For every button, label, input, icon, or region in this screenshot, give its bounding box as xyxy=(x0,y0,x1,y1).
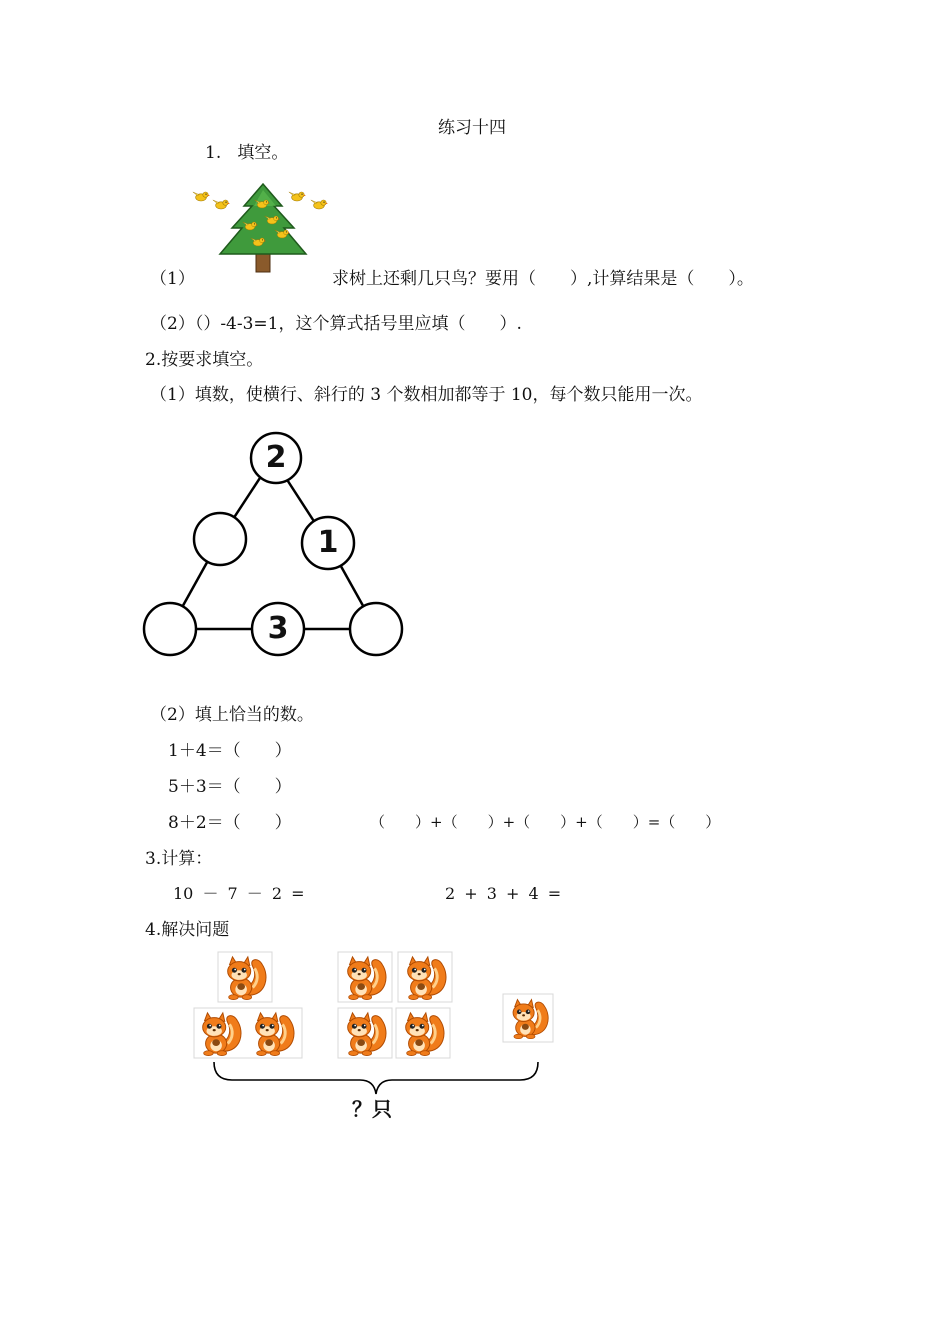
section1-q1-prefix: （1） xyxy=(150,269,195,289)
squirrel-illustration xyxy=(190,950,560,1060)
equation-3: 8＋2＝（ ） xyxy=(168,813,292,833)
section1-heading: 1. 填空。 xyxy=(205,143,289,163)
circle-bottom-right[interactable] xyxy=(350,603,402,655)
page-title: 练习十四 xyxy=(438,118,506,138)
section2-q2-text: （2）填上恰当的数。 xyxy=(150,705,314,725)
calculation-1: 10 － 7 － 2 = xyxy=(173,884,305,903)
triangle-top-number: 2 xyxy=(265,440,287,475)
section1-q2-text: （2）（）-4-3=1，这个算式括号里应填（ ）. xyxy=(150,314,522,334)
equation-2: 5＋3＝（ ） xyxy=(168,777,292,797)
tree-with-birds-illustration xyxy=(190,180,335,276)
brace-label: ？只 xyxy=(352,1097,392,1121)
circle-left-mid[interactable] xyxy=(194,513,246,565)
curly-brace xyxy=(210,1060,542,1100)
number-triangle-diagram xyxy=(140,425,410,665)
circle-bottom-left[interactable] xyxy=(144,603,196,655)
section4-heading: 4.解决问题 xyxy=(145,920,230,940)
triangle-bottom-mid-number: 3 xyxy=(267,611,289,646)
calculation-2: 2 + 3 + 4 = xyxy=(445,884,562,903)
squirrel-icons xyxy=(203,957,548,1056)
section3-heading: 3.计算： xyxy=(145,849,213,869)
section2-heading: 2.按要求填空。 xyxy=(145,350,264,370)
triangle-right-mid-number: 1 xyxy=(317,525,339,560)
equation-1: 1＋4＝（ ） xyxy=(168,741,292,761)
equation-4: （ ）+（ ）+（ ）+（ ）=（ ） xyxy=(370,813,721,831)
section1-q1-text: 求树上还剩几只鸟？要用（ ）,计算结果是（ ）。 xyxy=(332,269,754,289)
section2-q1-text: （1）填数，使横行、斜行的 3 个数相加都等于 10，每个数只能用一次。 xyxy=(150,385,703,405)
